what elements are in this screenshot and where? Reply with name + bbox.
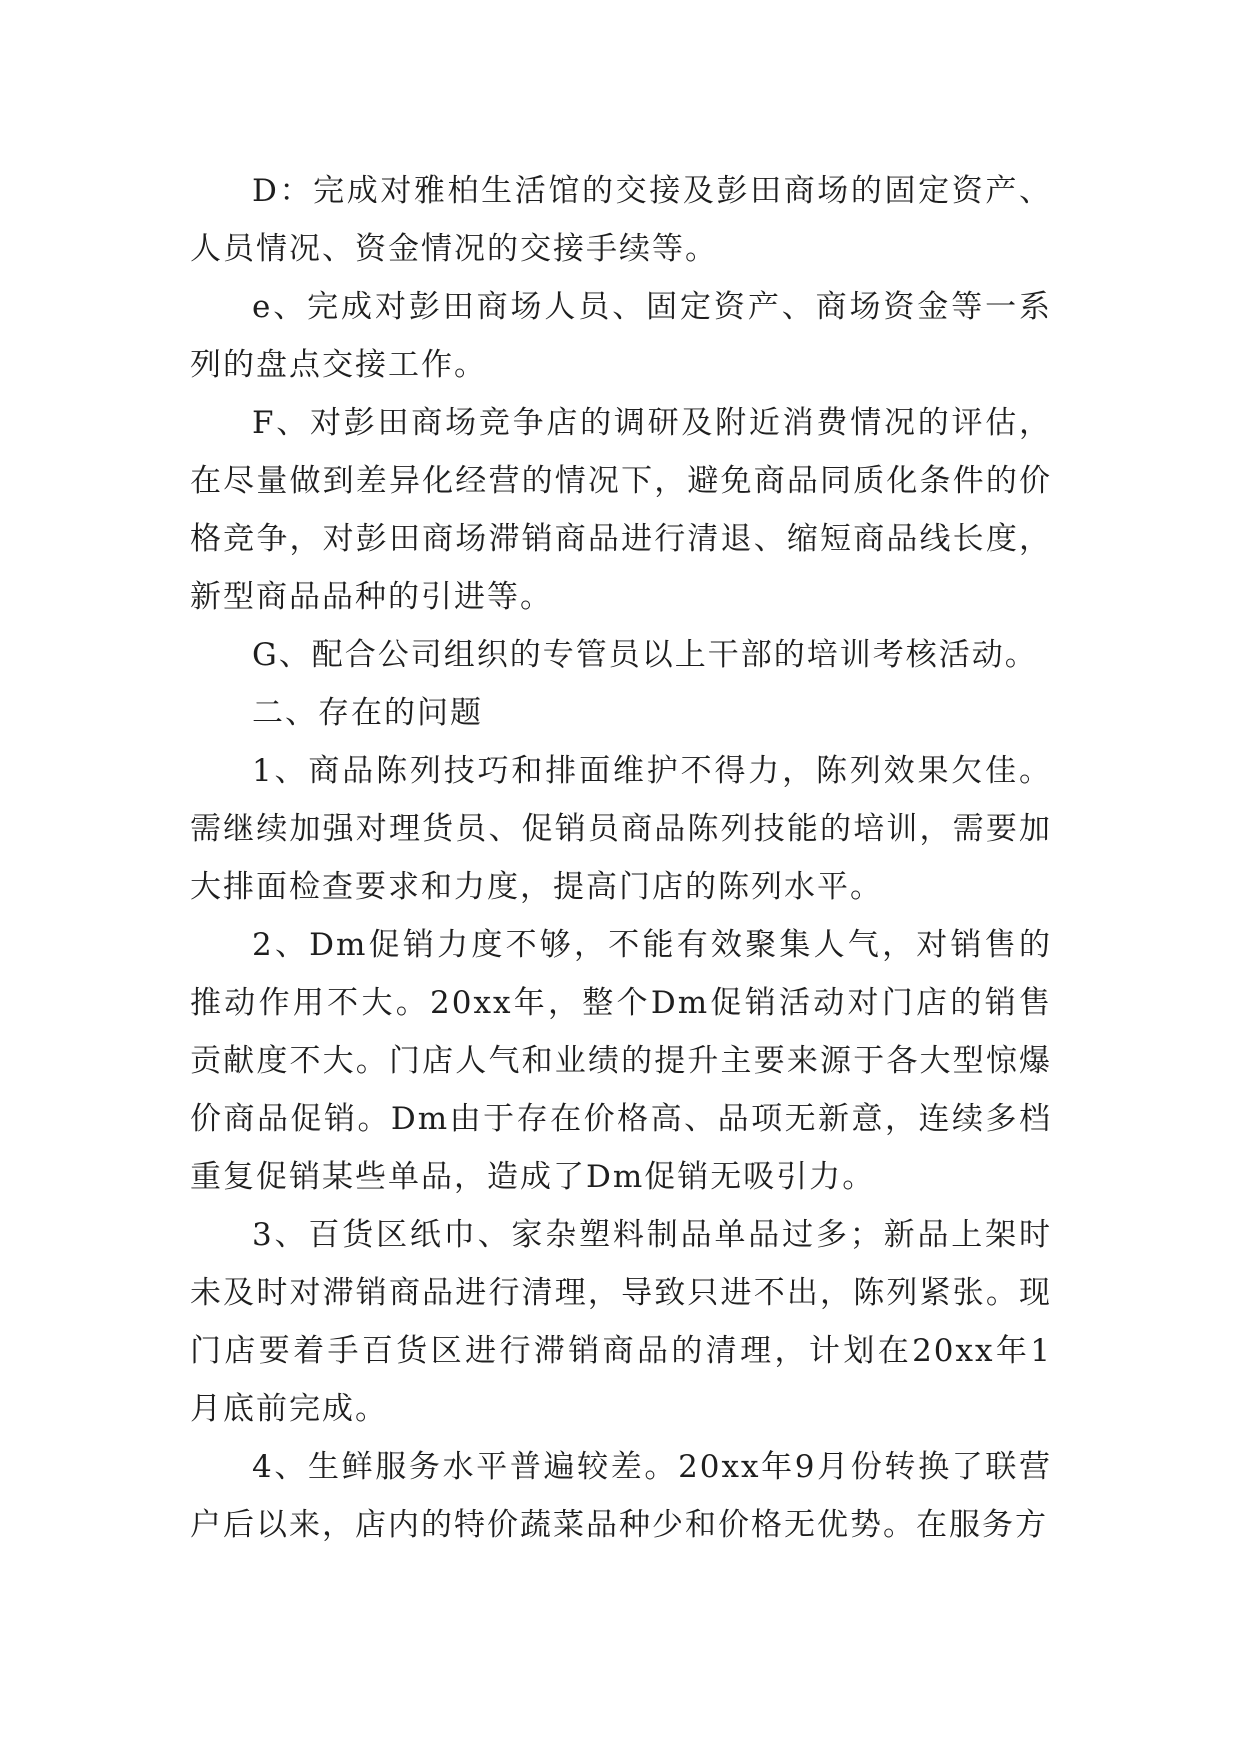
paragraph-problem-general-merchandise: 3、百货区纸巾、家杂塑料制品单品过多；新品上架时未及时对滞销商品进行清理，导致只进不出，陈列紧张。现门店要着手百货区进行滞销商品的清理，计划在20xx年1月底前完成。 — [190, 1217, 1052, 1427]
document-body — [190, 162, 1052, 1554]
paragraph-problem-fresh-service: 4、生鲜服务水平普遍较差。20xx年9月份转换了联营户后以来，店内的特价蔬菜品种少和价格无优势。在服务方 — [190, 1449, 1052, 1543]
paragraph-competitor-research: F、对彭田商场竞争店的调研及附近消费情况的评估，在尽量做到差异化经营的情况下，避免商品同质化条件的价格竞争，对彭田商场滞销商品进行清退、缩短商品线长度，新型商品品种的引进等。 — [190, 405, 1052, 615]
paragraph-handover-yabo: D：完成对雅柏生活馆的交接及彭田商场的固定资产、人员情况、资金情况的交接手续等。 — [190, 173, 1052, 267]
paragraph-problem-dm-promotion: 2、Dm促销力度不够，不能有效聚集人气，对销售的推动作用不大。20xx年，整个Dm促销活动对门店的销售贡献度不大。门店人气和业绩的提升主要来源于各大型惊爆价商品促销。Dm由于存在价格高、品项无新意，连续多档重复促销某些单品，造成了Dm促销无吸引力。 — [190, 927, 1052, 1195]
paragraph-inventory-handover: e、完成对彭田商场人员、固定资产、商场资金等一系列的盘点交接工作。 — [190, 289, 1052, 383]
section-heading-problems: 二、存在的问题 — [252, 695, 483, 731]
paragraph-training: G、配合公司组织的专管员以上干部的培训考核活动。 — [252, 637, 1038, 673]
paragraph-problem-display: 1、商品陈列技巧和排面维护不得力，陈列效果欠佳。需继续加强对理货员、促销员商品陈列技能的培训，需要加大排面检查要求和力度，提高门店的陈列水平。 — [190, 753, 1052, 905]
